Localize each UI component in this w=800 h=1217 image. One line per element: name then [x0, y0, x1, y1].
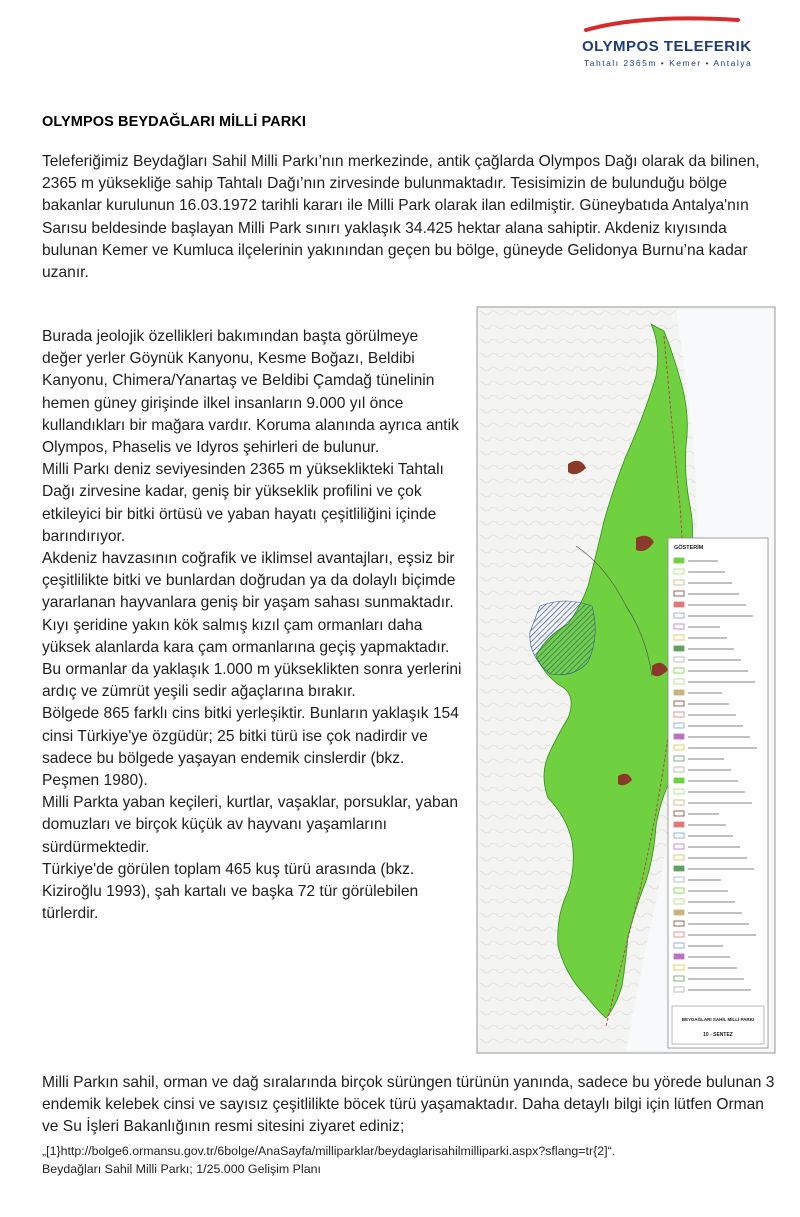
legend-title: GÖSTERİM: [674, 545, 704, 551]
plan-title: BEYDAĞLARI SAHİL MİLLİ PARKI: [681, 1017, 755, 1022]
source-link[interactable]: „[1}http://bolge6.ormansu.gov.tr/6bolge/AnaSayfa/milliparklar/beydaglarisahilmilliparki.aspx?sflang=tr{2]“.: [42, 1144, 616, 1158]
plan-sheet: 10 - SENTEZ: [703, 1032, 733, 1038]
legend-swatch: [674, 954, 684, 959]
ending-paragraph: Milli Parkın sahil, orman ve dağ sıralarında birçok sürüngen türünün yanında, sadece bu yörede bulunan 3 endemik kelebek cinsi ve sayısız çeşitlilikte böcek türü yaşamaktadır. Daha detaylı bilgi için lütfen Orman ve Su İşleri Bakanlığının resmi sitesini ziyaret ediniz;: [42, 1074, 775, 1136]
legend-swatch: [674, 602, 684, 607]
column-paragraph: Akdeniz havzasının coğrafik ve iklimsel avantajları, eşsiz bir çeşitlilikte bitki ve bunlardan doğrudan ya da dolaylı biçimde yararlanan hayvanlara geniş bir yaşam sahası sunmaktadır.: [42, 550, 456, 612]
legend-swatch: [674, 910, 684, 915]
column-paragraph: Burada jeolojik özellikleri bakımından başta görülmeye değer yerler Göynük Kanyonu, Kesme Boğazı, Beldibi Kanyonu, Chimera/Yanartaş ve Beldibi Çamdağ tünelinin hemen güney girişinde ilkel insanların 9.000 yıl önce kullandıkları bir mağara vardır. Koruma alanında ayrıca antik Olympos, Phaselis ve Idyros şehirleri de bulunur.: [42, 328, 459, 457]
legend-swatch: [674, 734, 684, 739]
source-block: [42, 1142, 782, 1178]
logo-title: OLYMPOS TELEFERIK: [582, 38, 752, 55]
legend-swatch: [674, 822, 684, 827]
text-column: [42, 326, 462, 925]
legend-swatch: [674, 866, 684, 871]
legend-swatch: [674, 778, 684, 783]
map-legend: [668, 538, 768, 1048]
column-paragraph: Bu ormanlar da yaklaşık 1.000 m yükseklikten sonra yerlerini ardıç ve zümrüt yeşili sedir ağaçlarına bırakır.: [42, 661, 462, 701]
logo-subtitle: Tahtalı 2365m • Kemer • Antalya: [584, 58, 753, 68]
column-paragraph: Türkiye'de görülen toplam 465 kuş türü arasında (bkz. Kiziroğlu 1993), şah kartalı ve başka 72 tür görülebilen türlerdir.: [42, 860, 419, 923]
intro-paragraph: Teleferiğimiz Beydağları Sahil Milli Parkı’nın merkezinde, antik çağlarda Olympos Dağı olarak da bilinen, 2365 m yüksekliğe sahip Tahtalı Dağı’nın zirvesinde bulunmaktadır. Tesisimizin de bulunduğu bölge bakanlar kurulunun 16.03.1972 tarihli kararı ile Milli Park olarak ilan edilmiştir. Güneybatıda Antalya'nın Sarısu beldesinde başlayan Milli Park sınırı yaklaşık 34.425 hektar alana sahiptir. Akdeniz kıyısında bulunan Kemer ve Kumluca ilçelerinin yakınından geçen bu bölge, güneyde Gelidonya Burnu’na kadar uzanır.: [42, 153, 760, 282]
page-title: OLYMPOS BEYDAĞLARI MİLLİ PARKI: [42, 114, 307, 130]
hatched-zone: [530, 601, 595, 675]
legend-swatch: [674, 690, 684, 695]
column-paragraph: Milli Parkta yaban keçileri, kurtlar, vaşaklar, porsuklar, yaban domuzları ve birçok küçük av hayvanı yaşamlarını sürdürmektedir.: [42, 794, 459, 856]
column-paragraph: Milli Parkı deniz seviyesinden 2365 m yüksekliktеki Tahtalı Dağı zirvesine kadar, geniş bir yükseklik profilini ve çok etkileyici bir bitki örtüsü ve yaban hayatı çeşitliliğini içinde barındırıyor.: [42, 461, 444, 545]
legend-swatch: [674, 558, 684, 563]
column-paragraph: Bölgede 865 farklı cins bitki yerleşiktir. Bunların yaklaşık 154 cinsi Türkiye'ye özgüdür; 25 bitki türü ise çok nadirdir ve sadece bu bölgede yaşayan endemik cinslerdir (bkz. Peşmen 1980).: [42, 705, 459, 790]
legend-swatch: [674, 646, 684, 651]
swoosh-icon: [582, 12, 742, 36]
column-paragraph: Kıyı şeridine yakın kök salmış kızıl çam ormanları daha yüksek alanlarda kara çam ormanlarına geçiş yapmaktadır.: [42, 616, 450, 656]
park-map: [476, 306, 776, 1054]
map-caption: Beydağları Sahil Milli Parkı; 1/25.000 Gelişim Planı: [42, 1162, 321, 1176]
